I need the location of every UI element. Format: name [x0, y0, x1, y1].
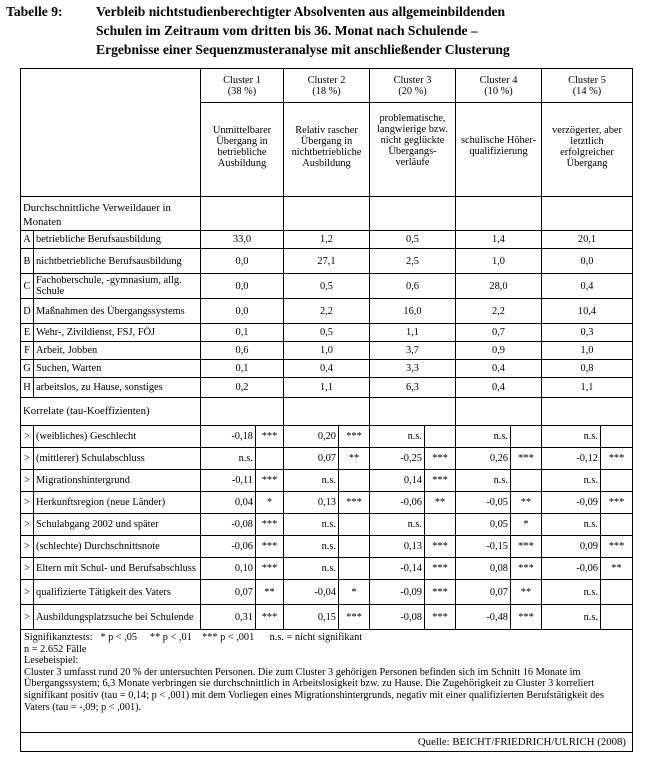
tau-coefficient: -0,08 [201, 514, 256, 536]
section-durations-title: Durchschnittliche Verweildauer in Monaten [21, 197, 201, 231]
tau-coefficient: 0,26 [456, 448, 511, 470]
row-key: F [21, 342, 34, 360]
tau-coefficient: -0,48 [456, 605, 511, 630]
tau-coefficient: -0,11 [201, 470, 256, 492]
tau-coefficient: n.s. [542, 470, 601, 492]
cluster-2-description: Relativ rascher Übergang in nichtbetriebliche Ausbildung [284, 103, 370, 197]
duration-value: 1,1 [284, 378, 370, 398]
significance-stars: *** [425, 580, 456, 605]
cluster-3-header: Cluster 3 (20 %) [370, 69, 456, 103]
row-key: > [21, 470, 34, 492]
tau-coefficient: -0,04 [284, 580, 339, 605]
duration-value: 0,0 [201, 249, 284, 274]
duration-value: 0,4 [542, 274, 633, 299]
tau-coefficient: 0,07 [284, 448, 339, 470]
duration-value: 10,4 [542, 299, 633, 324]
duration-value: 16,0 [370, 299, 456, 324]
source-note: Quelle: BEICHT/FRIEDRICH/ULRICH (2008) [21, 733, 633, 752]
duration-value: 0,4 [456, 378, 542, 398]
cluster-4-header: Cluster 4 (10 %) [456, 69, 542, 103]
example-label: Lesebeispiel: [24, 655, 79, 667]
duration-value: 27,1 [284, 249, 370, 274]
significance-stars: * [339, 580, 370, 605]
caption-label: Tabelle 9: [6, 4, 63, 19]
duration-value: 0,5 [284, 274, 370, 299]
cluster-4-description: schulische Höher-qualifizierung [456, 103, 542, 197]
row-label: Wehr-, Zivildienst, FSJ, FÖJ [34, 324, 201, 342]
significance-stars: *** [256, 536, 284, 558]
significance-stars: *** [339, 426, 370, 448]
tau-coefficient: n.s. [456, 470, 511, 492]
significance-stars: *** [425, 448, 456, 470]
significance-stars [339, 536, 370, 558]
significance-stars: * [511, 514, 542, 536]
tau-coefficient: -0,25 [370, 448, 425, 470]
correlate-row [21, 536, 633, 558]
row-key: > [21, 426, 34, 448]
cluster-1-description: Unmittelbarer Übergang in betriebliche Ausbildung [201, 103, 284, 197]
results-table [20, 68, 633, 752]
tau-coefficient: -0,09 [542, 492, 601, 514]
duration-value: 0,0 [201, 299, 284, 324]
duration-value: 0,8 [542, 360, 633, 378]
significance-stars: *** [511, 536, 542, 558]
duration-value: 0,1 [201, 324, 284, 342]
tau-coefficient: -0,08 [370, 605, 425, 630]
row-label: (schlechte) Durchschnittsnote [34, 536, 201, 558]
duration-value: 1,1 [370, 324, 456, 342]
duration-value: 0,5 [284, 324, 370, 342]
significance-stars [339, 514, 370, 536]
tau-coefficient: 0,10 [201, 558, 256, 580]
duration-value: 28,0 [456, 274, 542, 299]
duration-value: 0,7 [456, 324, 542, 342]
tau-coefficient: -0,15 [456, 536, 511, 558]
row-key: > [21, 558, 34, 580]
duration-value: 0,5 [370, 231, 456, 249]
duration-value: 3,7 [370, 342, 456, 360]
duration-row [21, 360, 633, 378]
duration-value: 1,4 [456, 231, 542, 249]
row-key: > [21, 492, 34, 514]
duration-value: 0,3 [542, 324, 633, 342]
tau-coefficient: 0,20 [284, 426, 339, 448]
correlate-row [21, 514, 633, 536]
row-key: > [21, 536, 34, 558]
row-label: Schulabgang 2002 und später [34, 514, 201, 536]
tau-coefficient: -0,18 [201, 426, 256, 448]
significance-stars: *** [511, 605, 542, 630]
duration-row [21, 378, 633, 398]
significance-stars: *** [425, 605, 456, 630]
sample-size: n = 2.652 Fälle [24, 643, 87, 655]
duration-value: 0,6 [201, 342, 284, 360]
tau-coefficient: n.s. [542, 426, 601, 448]
caption-line-3: Ergebnisse einer Sequenzmusteranalyse mit anschließender Clusterung [96, 42, 510, 57]
correlate-row [21, 580, 633, 605]
row-label: qualifizierte Tätigkeit des Vaters [34, 580, 201, 605]
tau-coefficient: 0,04 [201, 492, 256, 514]
correlate-row [21, 492, 633, 514]
significance-stars: *** [601, 448, 633, 470]
duration-value: 0,4 [456, 360, 542, 378]
duration-value: 1,1 [542, 378, 633, 398]
significance-stars: *** [256, 605, 284, 630]
duration-value: 2,2 [456, 299, 542, 324]
cluster-5-header: Cluster 5 (14 %) [542, 69, 633, 103]
row-label: nichtbetriebliche Berufsausbildung [34, 249, 201, 274]
duration-value: 0,1 [201, 360, 284, 378]
source-row [21, 733, 633, 752]
row-key: > [21, 448, 34, 470]
significance-stars: *** [425, 470, 456, 492]
significance-stars [601, 426, 633, 448]
duration-row [21, 299, 633, 324]
cluster-3-description: problematische, langwierige bzw. nicht geglückte Übergangs-verläufe [370, 103, 456, 197]
row-key: G [21, 360, 34, 378]
significance-stars: *** [256, 514, 284, 536]
tau-coefficient: n.s. [542, 514, 601, 536]
significance-stars: *** [601, 536, 633, 558]
tau-coefficient: 0,13 [284, 492, 339, 514]
row-label: (weibliches) Geschlecht [34, 426, 201, 448]
tau-coefficient: -0,06 [201, 536, 256, 558]
caption-line-2: Schulen im Zeitraum vom dritten bis 36. Monat nach Schulende – [96, 23, 478, 38]
example-text: Cluster 3 umfasst rund 20 % der untersuchten Personen. Die zum Cluster 3 gehörigen Personen befinden sich im Schnitt 16 Monate im Übergangssystem; 6,3 Monate verbringen sie durchschnittlich in Arbeitslosigkeit bzw. zu Hause. Die Zugehörigkeit zu Cluster 3 korreliert signifikant positiv (tau = 0,14; p < ,001) mit dem Vorliegen eines Migrationshintergrunds, negativ mit einer qualifizierten Berufstätigkeit des Vaters (tau = -,09; p < ,001). [24, 666, 604, 713]
table-body [21, 69, 633, 752]
tau-coefficient: n.s. [370, 426, 425, 448]
significance-stars: * [256, 492, 284, 514]
duration-row [21, 231, 633, 249]
row-key: H [21, 378, 34, 398]
row-label: Eltern mit Schul- und Berufsabschluss [34, 558, 201, 580]
duration-value: 20,1 [542, 231, 633, 249]
significance-stars [511, 470, 542, 492]
tau-coefficient: n.s. [284, 470, 339, 492]
header-row-cluster-names [21, 69, 633, 103]
correlate-row [21, 426, 633, 448]
significance-stars: ** [511, 492, 542, 514]
tau-coefficient: 0,08 [456, 558, 511, 580]
tau-coefficient: n.s. [201, 448, 256, 470]
table-caption [6, 2, 652, 59]
tau-coefficient: n.s. [370, 514, 425, 536]
significance-stars [339, 558, 370, 580]
tau-coefficient: -0,14 [370, 558, 425, 580]
row-label: Maßnahmen des Übergangssystems [34, 299, 201, 324]
duration-value: 1,0 [542, 342, 633, 360]
duration-value: 1,0 [284, 342, 370, 360]
significance-stars: *** [511, 558, 542, 580]
significance-stars: *** [511, 448, 542, 470]
tau-coefficient: -0,09 [370, 580, 425, 605]
significance-stars: ** [256, 580, 284, 605]
duration-row [21, 342, 633, 360]
tau-coefficient: -0,12 [542, 448, 601, 470]
duration-value: 0,4 [284, 360, 370, 378]
row-key: E [21, 324, 34, 342]
tau-coefficient: -0,06 [542, 558, 601, 580]
tau-coefficient: 0,31 [201, 605, 256, 630]
tau-coefficient: n.s. [456, 426, 511, 448]
correlate-row [21, 470, 633, 492]
significance-stars: *** [425, 558, 456, 580]
row-key: A [21, 231, 34, 249]
correlate-row [21, 448, 633, 470]
significance-stars: ** [601, 558, 633, 580]
row-label: Ausbildungsplatzsuche bei Schulende [34, 605, 201, 630]
row-key: > [21, 514, 34, 536]
significance-stars [425, 426, 456, 448]
tau-coefficient: -0,05 [456, 492, 511, 514]
tau-coefficient: 0,09 [542, 536, 601, 558]
duration-row [21, 249, 633, 274]
significance-stars [425, 514, 456, 536]
significance-stars: *** [339, 492, 370, 514]
significance-stars: ** [425, 492, 456, 514]
caption-line-1: Verbleib nichtstudienberechtigter Absolventen aus allgemeinbildenden [96, 4, 506, 19]
significance-stars [601, 514, 633, 536]
header-empty-cell [21, 69, 201, 197]
cluster-2-header: Cluster 2 (18 %) [284, 69, 370, 103]
row-label: Migrationshintergrund [34, 470, 201, 492]
row-label: Herkunftsregion (neue Länder) [34, 492, 201, 514]
tau-coefficient: 0,07 [456, 580, 511, 605]
duration-value: 0,9 [456, 342, 542, 360]
tau-coefficient: 0,15 [284, 605, 339, 630]
significance-stars [511, 426, 542, 448]
footer-notes-row [21, 630, 633, 733]
footer-notes [21, 630, 633, 733]
tau-coefficient: -0,06 [370, 492, 425, 514]
significance-legend: Signifikanztests: * p < ,05 ** p < ,01 *** p < ,001 n.s. = nicht signifikant [24, 632, 363, 643]
row-key: C [21, 274, 34, 299]
duration-value: 0,2 [201, 378, 284, 398]
correlate-row [21, 605, 633, 630]
duration-row [21, 274, 633, 299]
tau-coefficient: 0,14 [370, 470, 425, 492]
row-key: D [21, 299, 34, 324]
significance-stars [601, 605, 633, 630]
duration-value: 0,0 [542, 249, 633, 274]
section-correlates-header [21, 398, 633, 426]
cluster-5-description: verzögerter, aber letztlich erfolgreicher Übergang [542, 103, 633, 197]
row-label: Fachoberschule, -gymnasium, allg. Schule [34, 274, 201, 299]
significance-stars: *** [425, 536, 456, 558]
section-durations-header [21, 197, 633, 231]
tau-coefficient: 0,05 [456, 514, 511, 536]
tau-coefficient: n.s. [284, 514, 339, 536]
significance-stars: *** [256, 426, 284, 448]
tau-coefficient: n.s. [284, 536, 339, 558]
duration-value: 2,5 [370, 249, 456, 274]
row-label: betriebliche Berufsausbildung [34, 231, 201, 249]
row-key: B [21, 249, 34, 274]
significance-stars: *** [339, 605, 370, 630]
significance-stars [256, 448, 284, 470]
duration-value: 0,0 [201, 274, 284, 299]
tau-coefficient: n.s. [284, 558, 339, 580]
significance-stars: *** [601, 492, 633, 514]
section-correlates-title: Korrelate (tau-Koeffizienten) [21, 398, 201, 426]
row-label: (mittlerer) Schulabschluss [34, 448, 201, 470]
significance-stars [601, 580, 633, 605]
significance-stars: *** [256, 558, 284, 580]
significance-stars: ** [339, 448, 370, 470]
duration-value: 1,2 [284, 231, 370, 249]
row-label: Arbeit, Jobben [34, 342, 201, 360]
significance-stars [339, 470, 370, 492]
significance-stars [601, 470, 633, 492]
duration-value: 2,2 [284, 299, 370, 324]
duration-value: 0,6 [370, 274, 456, 299]
correlate-row [21, 558, 633, 580]
significance-stars: *** [256, 470, 284, 492]
tau-coefficient: n.s. [542, 580, 601, 605]
duration-value: 3,3 [370, 360, 456, 378]
cluster-1-header: Cluster 1 (38 %) [201, 69, 284, 103]
row-key: > [21, 605, 34, 630]
tau-coefficient: 0,07 [201, 580, 256, 605]
row-label: Suchen, Warten [34, 360, 201, 378]
duration-value: 6,3 [370, 378, 456, 398]
tau-coefficient: 0,13 [370, 536, 425, 558]
significance-stars: ** [511, 580, 542, 605]
row-label: arbeitslos, zu Hause, sonstiges [34, 378, 201, 398]
row-key: > [21, 580, 34, 605]
duration-value: 1,0 [456, 249, 542, 274]
duration-value: 33,0 [201, 231, 284, 249]
duration-row [21, 324, 633, 342]
tau-coefficient: n.s. [542, 605, 601, 630]
